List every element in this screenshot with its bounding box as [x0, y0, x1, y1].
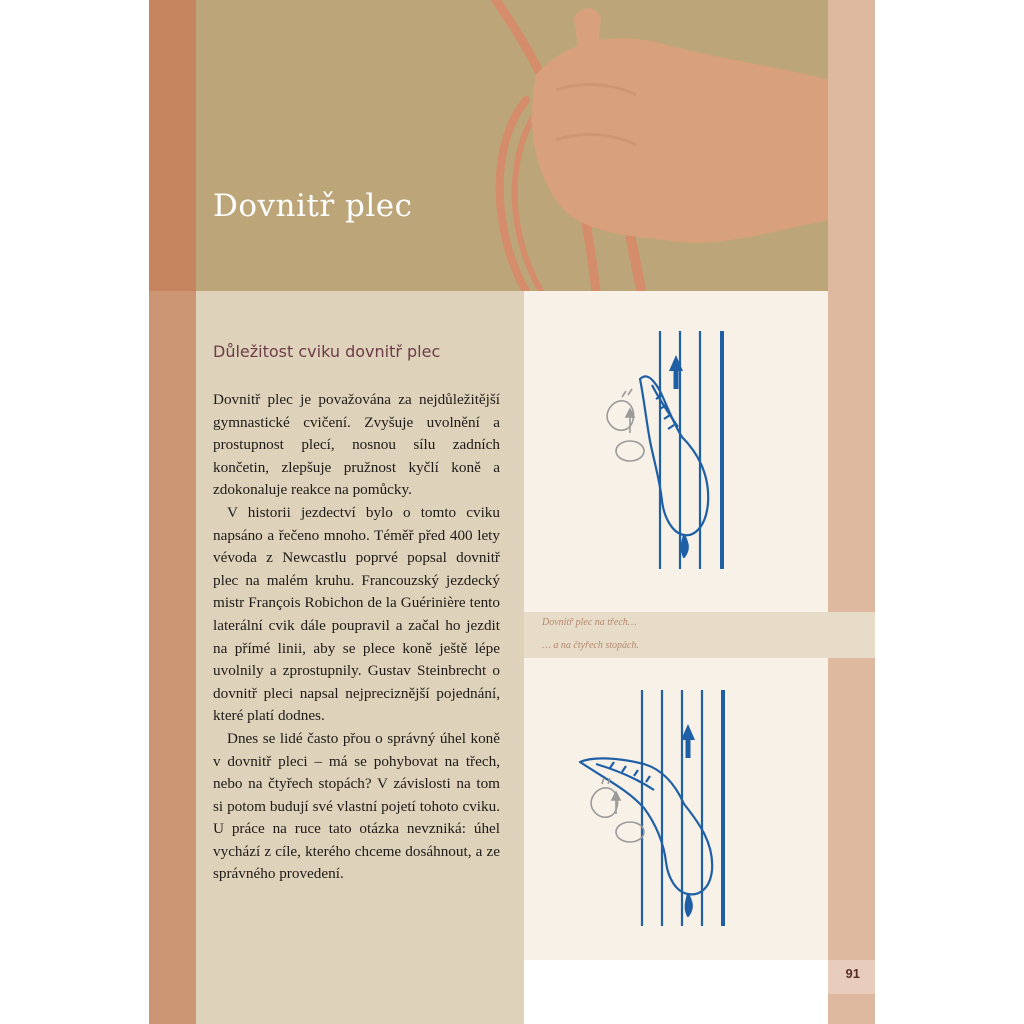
hand-holding-reins-photo: [196, 0, 828, 291]
handler-figure-icon: [607, 389, 644, 461]
page-number: 91: [845, 966, 860, 981]
figure-three-tracks: [524, 291, 828, 612]
paragraph: Dnes se lidé často přou o správný úhel koně v dovnitř pleci – má se pohybovat na třech, nebo na čtyřech stopách? V závislosti na tom si potom budují své vlastní pojetí tohoto cviku. U práce na ruce tato otázka nevzniká: úhel vychází z cíle, kterého chceme dosáhnout, a ze správného provedení.: [213, 729, 500, 883]
paragraph: V historii jezdectví bylo o tomto cviku napsáno a řečeno mnoho. Téměř před 400 lety vévoda z Newcastlu poprvé popsal dovnitř plec na malém kruhu. Francouzský jezdecký mistr François Robichon de la Guérinière tento laterální cvik dále poupravil a začal ho jezdit na přímé linii, aby se plece koně ještě lépe uvolnily a zprostupnily. Gustav Steinbrecht o dovnitř pleci napsal nejpreciznější pojednání, které platí dodnes.: [213, 503, 500, 725]
left-color-strip-top: [149, 0, 196, 291]
figure-four-tracks: [524, 658, 828, 960]
caption-four-tracks: … a na čtyřech stopách.: [542, 640, 639, 651]
handler-figure-icon: [591, 778, 644, 842]
header-photo: [196, 0, 828, 291]
horse-top-view-icon: [640, 376, 708, 557]
section-heading: Důležitost cviku dovnitř plec: [213, 342, 441, 361]
caption-three-tracks: Dovnitř plec na třech…: [542, 617, 637, 628]
four-tracks-diagram: [524, 658, 828, 960]
three-tracks-diagram: [524, 291, 828, 612]
horse-top-view-icon: [580, 758, 712, 916]
paragraph: Dovnitř plec je považována za nejdůležitější gymnastické cvičení. Zvyšuje uvolnění a prostupnost plecí, nosnou sílu zadních končetin, zlepšuje pružnost kyčlí koně a zdokonaluje reakce na pomůcky.: [213, 391, 500, 499]
left-color-strip-bottom: [149, 291, 196, 1024]
page-title: Dovnitř plec: [213, 188, 413, 224]
body-text: [213, 389, 500, 886]
right-color-strip: [828, 0, 875, 1024]
